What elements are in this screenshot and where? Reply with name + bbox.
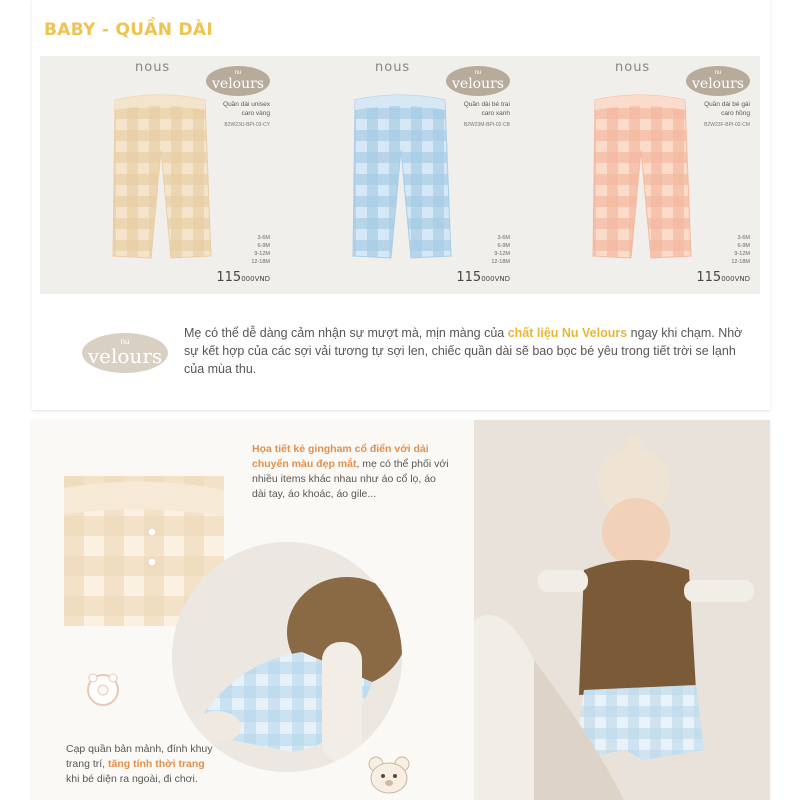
pants-shape	[113, 95, 211, 258]
page-title: BABY - QUẦN DÀI	[44, 20, 213, 40]
brand-logo: nous	[135, 60, 171, 75]
product-card[interactable]	[520, 56, 760, 294]
product-sku: B2W23U-BPI-03-CY	[224, 122, 270, 128]
brand-logo: nous	[375, 60, 411, 75]
product-sku: B2W23M-BPI-02-CB	[463, 122, 510, 128]
brand-logo: nous	[615, 60, 651, 75]
product-name: Quần dài unisex caro vàng	[223, 101, 270, 117]
product-card[interactable]	[40, 56, 280, 294]
velours-badge: nu velours	[446, 66, 510, 96]
donut-bear-icon	[84, 670, 122, 708]
product-sku: B2W23F-BPI-02-CM	[704, 122, 750, 128]
pattern-callout: Họa tiết kẻ gingham cổ điển với dải chuyển màu đẹp mắt, mẹ có thể phối với nhiều items khác nhau như áo cổ lọ, áo dài tay, áo khoác, áo gile...	[252, 443, 449, 500]
product-card[interactable]	[280, 56, 520, 294]
size-list: 3-6M 6-9M 9-12M 12-18M	[251, 235, 270, 265]
product-panel	[32, 0, 770, 410]
size-list: 3-6M 6-9M 9-12M 12-18M	[491, 235, 510, 265]
pants-shape	[593, 95, 691, 258]
product-catalog	[40, 56, 760, 294]
product-description: Mẹ có thể dễ dàng cảm nhận sự mượt mà, mịn màng của chất liệu Nu Velours ngay khi chạm. Nhờ sự kết hợp của các sợi vải tương tự sợi len, chiếc quần dài sẽ bao bọc bé yêu trong tiết trời se lạnh của mùa thu.	[184, 326, 743, 376]
product-name: Quần dài bé trai caro xanh	[463, 101, 510, 117]
product-price: 115000VND	[696, 270, 750, 285]
baby-model-photo	[474, 420, 770, 800]
product-name: Quần dài bé gái caro hồng	[704, 101, 750, 117]
product-price: 115000VND	[216, 270, 270, 285]
velours-badge: nu velours	[686, 66, 750, 96]
crawling-baby-photo	[172, 542, 402, 772]
pants-shape	[353, 95, 451, 258]
product-price: 115000VND	[456, 270, 510, 285]
velours-badge: nu velours	[206, 66, 270, 96]
size-list: 3-6M 6-9M 9-12M 12-18M	[731, 235, 750, 265]
waistband-callout: Cạp quần bản mảnh, đính khuy trang trí, tăng tính thời trang khi bé diện ra ngoài, đi chơi.	[66, 743, 213, 785]
material-highlight: chất liệu Nu Velours	[507, 326, 628, 340]
bear-face-icon	[366, 754, 412, 794]
detail-panel	[32, 420, 770, 800]
velours-logo: nu velours	[82, 333, 168, 373]
